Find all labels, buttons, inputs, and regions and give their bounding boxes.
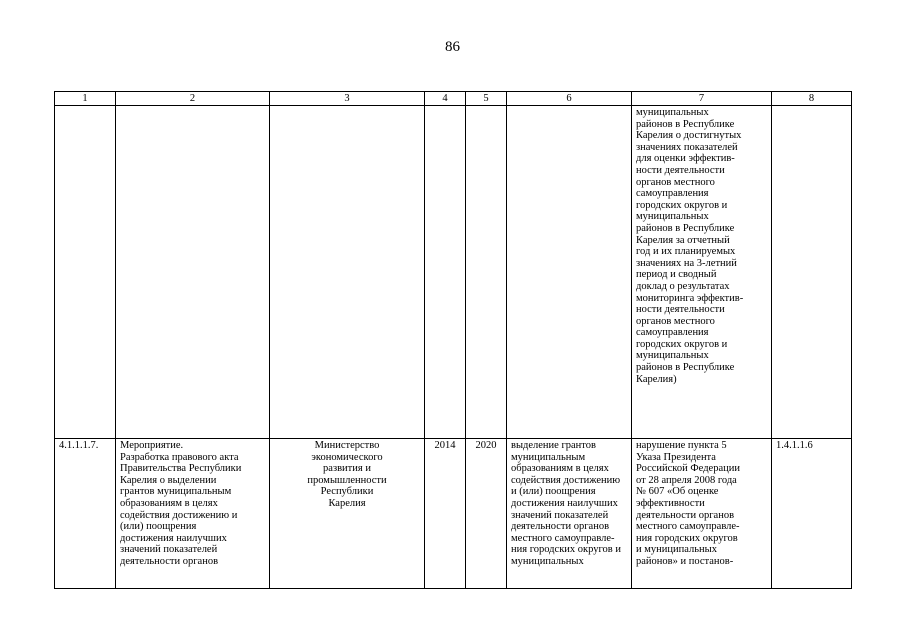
responsible-executor-cell: Министерство экономического развития и промышленности Республики Карелия — [270, 439, 425, 589]
page-number: 86 — [445, 39, 460, 55]
consequences-cell: муниципальных районов в Республике Карелия о достигнутых значениях показателей для оценки эффектив- ности деятельности органов местного самоуправления городских округов и муниципальных районов в Республике Карелия за отчетный год и их планируемых значениях на 3-летний период и сводный доклад о результатах мониторинга эффектив- ности деятельности органов местного самоуправления городских округов и муниципальных районов в Республике Карелия) — [632, 106, 772, 439]
responsible-executor-cell — [270, 106, 425, 439]
column-number-header: 6 — [507, 92, 632, 106]
start-year-cell — [425, 106, 466, 439]
start-year-cell: 2014 — [425, 439, 466, 589]
column-number-header: 2 — [116, 92, 270, 106]
column-number-header: 8 — [772, 92, 852, 106]
column-number-header: 4 — [425, 92, 466, 106]
table-row — [55, 439, 852, 589]
measure-name-cell: Мероприятие. Разработка правового акта Правительства Республики Карелия о выделении грантов муниципальным образованиям в целях содействия достижению и (или) поощрения достижения наилучших значений показателей деятельности органов — [116, 439, 270, 589]
end-year-cell — [466, 106, 507, 439]
expected-result-cell — [507, 106, 632, 439]
column-number-header: 7 — [632, 92, 772, 106]
related-indicator-cell: 1.4.1.1.6 — [772, 439, 852, 589]
measure-name-cell — [116, 106, 270, 439]
column-number-header: 3 — [270, 92, 425, 106]
column-number-header: 1 — [55, 92, 116, 106]
end-year-cell: 2020 — [466, 439, 507, 589]
related-indicator-cell — [772, 106, 852, 439]
table-row — [55, 106, 852, 439]
column-number-header: 5 — [466, 92, 507, 106]
expected-result-cell: выделение грантов муниципальным образованиям в целях содействия достижению и (или) поощрения достижения наилучших значений показателей деятельности органов местного самоуправле- ния городских округов и муниципальных — [507, 439, 632, 589]
consequences-cell: нарушение пункта 5 Указа Президента Российской Федерации от 28 апреля 2008 года № 607 «Об оценке эффективности деятельности органов местного самоуправле- ния городских округов и муниципальных районов» и постанов- — [632, 439, 772, 589]
item-number-cell: 4.1.1.1.7. — [55, 439, 116, 589]
column-number-row — [55, 92, 852, 106]
program-measures-table — [54, 91, 852, 589]
item-number-cell — [55, 106, 116, 439]
